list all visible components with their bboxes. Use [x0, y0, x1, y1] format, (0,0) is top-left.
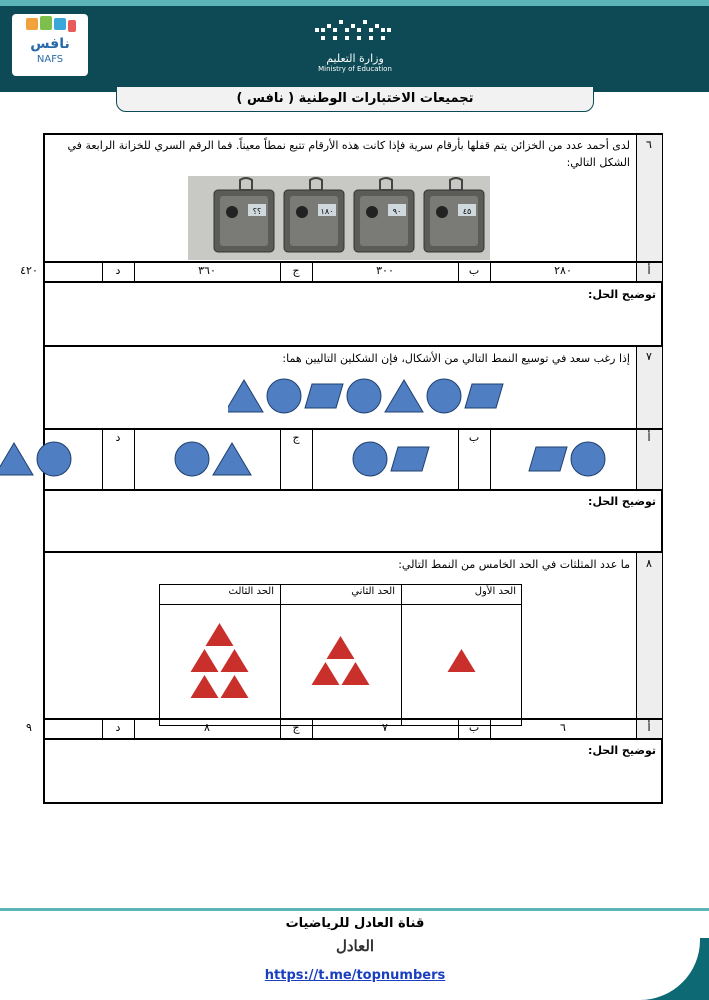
q8-option-letter: أ — [647, 721, 651, 734]
divider — [458, 429, 459, 489]
safe-icon — [284, 178, 344, 252]
triangle-mark — [191, 649, 219, 672]
channel-logo: العادل — [335, 937, 375, 955]
option-value: ٣٦٠ — [198, 264, 216, 277]
header-accent-strip — [0, 0, 709, 6]
q6-solution-label: توضيح الحل: — [588, 288, 656, 301]
safe-code: ؟؟ — [252, 207, 262, 216]
nafs-logo-ar: نافس — [30, 36, 70, 52]
ministry-dots-icon — [315, 18, 395, 48]
q8-option-letter: ب — [468, 721, 480, 734]
q7-pattern — [228, 376, 504, 416]
option-value: ٨ — [204, 721, 210, 734]
divider — [102, 262, 103, 281]
q8-option-4[interactable] — [0, 719, 102, 738]
q6-option-letter: ج — [292, 264, 300, 277]
triangle-mark — [312, 662, 340, 685]
q6-option-letter: أ — [647, 264, 651, 277]
ministry-name-en: Ministry of Education — [318, 65, 392, 73]
divider — [312, 262, 313, 281]
divider — [280, 262, 281, 281]
triangle-shape — [385, 380, 423, 412]
option-value: ٩ — [26, 721, 32, 734]
pattern-term-label: الحد الثالث — [228, 586, 274, 597]
q8-option-2[interactable] — [312, 719, 458, 738]
page-title: تجميعات الاختبارات الوطنية ( نافس ) — [116, 86, 594, 112]
divider — [312, 719, 313, 738]
divider — [44, 281, 662, 283]
option-value: ٤٢٠ — [20, 264, 38, 277]
safe-icon — [214, 178, 274, 252]
option-value: ٢٨٠ — [554, 264, 572, 277]
q7-option-3[interactable] — [134, 429, 280, 489]
nafs-logo-en: NAFS — [36, 54, 64, 65]
pattern-term-label: الحد الأول — [474, 586, 516, 597]
q8-option-3[interactable] — [134, 719, 280, 738]
triangle-mark — [221, 649, 249, 672]
divider — [636, 553, 637, 740]
circle-shape — [571, 442, 605, 476]
divider — [636, 719, 637, 738]
q7-number: ٧ — [646, 350, 652, 363]
q7-option-letter: ج — [292, 431, 300, 444]
q7-option-4[interactable] — [0, 429, 102, 489]
footer-accent-line — [0, 908, 709, 911]
circle-shape — [267, 379, 301, 413]
pattern-term-label: الحد الثاني — [351, 586, 395, 597]
option-value: ٧ — [382, 721, 388, 734]
divider — [636, 135, 637, 282]
option-shapes — [0, 429, 102, 489]
q7-option-letter: أ — [647, 431, 651, 444]
divider — [490, 262, 491, 281]
circle-shape — [347, 379, 381, 413]
parallelogram-shape — [529, 447, 567, 471]
divider — [636, 429, 637, 489]
q8-text: ما عدد المثلثات في الحد الخامس من النمط التالي: — [398, 558, 630, 571]
safe-code: ٩٠ — [392, 207, 402, 216]
option-value: ٦ — [560, 721, 566, 734]
safe-code: ١٨٠ — [320, 207, 334, 216]
q7-option-1[interactable] — [490, 429, 636, 489]
triangle-shape — [0, 443, 33, 475]
divider — [312, 429, 313, 489]
triangle-mark — [327, 636, 355, 659]
divider — [134, 262, 135, 281]
q8-number-cell — [636, 553, 662, 740]
q6-option-1[interactable] — [490, 262, 636, 281]
divider — [44, 345, 662, 347]
q8-option-1[interactable] — [490, 719, 636, 738]
footer-title: قناة العادل للرياضيات — [285, 916, 425, 931]
option-shapes — [490, 429, 636, 489]
pattern-term-figure — [401, 604, 522, 726]
q7-option-letter: ب — [468, 431, 480, 444]
nafs-logo — [12, 14, 88, 76]
q6-number-cell — [636, 135, 662, 282]
safe-icon — [354, 178, 414, 252]
parallelogram-shape — [391, 447, 429, 471]
triangle-shape — [213, 443, 251, 475]
q7-option-2[interactable] — [312, 429, 458, 489]
q6-option-4[interactable] — [0, 262, 102, 281]
divider — [102, 429, 103, 489]
divider — [102, 719, 103, 738]
triangle-mark — [191, 675, 219, 698]
parallelogram-shape — [465, 384, 503, 408]
q8-option-letter: د — [115, 721, 121, 734]
q6-option-letter: ب — [468, 264, 480, 277]
q7-text: إذا رغب سعد في توسيع النمط التالي من الأشكال، فإن الشكلين التاليين هما: — [282, 352, 630, 365]
triangle-mark — [206, 623, 234, 646]
q8-solution-label: توضيح الحل: — [588, 744, 656, 757]
option-value: ٣٠٠ — [376, 264, 394, 277]
circle-shape — [353, 442, 387, 476]
safes-illustration — [188, 176, 490, 260]
q8-option-letter: ج — [292, 721, 300, 734]
triangle-mark — [221, 675, 249, 698]
divider — [458, 719, 459, 738]
q6-text: لدى أحمد عدد من الخزائن يتم قفلها بأرقام سرية فإذا كانت هذه الأرقام تتبع نمطاً معيناً. فما الرقم السري للخزانة الرابعة في الشكل التالي: — [67, 139, 630, 169]
q7-solution-label: توضيح الحل: — [588, 495, 656, 508]
q6-option-3[interactable] — [134, 262, 280, 281]
divider — [490, 429, 491, 489]
divider — [134, 719, 135, 738]
ministry-name-ar: وزارة التعليم — [326, 52, 384, 65]
divider — [636, 262, 637, 281]
circle-shape — [37, 442, 71, 476]
safes-image — [188, 176, 490, 260]
q7-option-letter: د — [115, 431, 121, 444]
safe-icon — [424, 178, 484, 252]
q6-number: ٦ — [646, 138, 652, 151]
triangle-shape — [228, 380, 263, 412]
option-shapes — [134, 429, 280, 489]
q6-option-letter: د — [115, 264, 121, 277]
ministry-logo — [300, 18, 410, 80]
divider — [44, 551, 662, 553]
divider — [458, 262, 459, 281]
divider — [280, 429, 281, 489]
parallelogram-shape — [305, 384, 343, 408]
pattern-term-figure — [159, 604, 280, 726]
safe-code: ٤٥ — [462, 207, 472, 216]
q8-number: ٨ — [646, 557, 652, 570]
circle-shape — [175, 442, 209, 476]
option-shapes — [312, 429, 458, 489]
divider — [490, 719, 491, 738]
divider — [280, 719, 281, 738]
divider — [44, 738, 662, 740]
triangle-mark — [342, 662, 370, 685]
circle-shape — [427, 379, 461, 413]
triangle-mark — [448, 649, 476, 672]
divider — [134, 429, 135, 489]
divider — [44, 489, 662, 491]
telegram-link[interactable]: https://t.me/topnumbers — [264, 968, 446, 983]
pattern-term-figure — [280, 604, 401, 726]
q6-option-2[interactable] — [312, 262, 458, 281]
